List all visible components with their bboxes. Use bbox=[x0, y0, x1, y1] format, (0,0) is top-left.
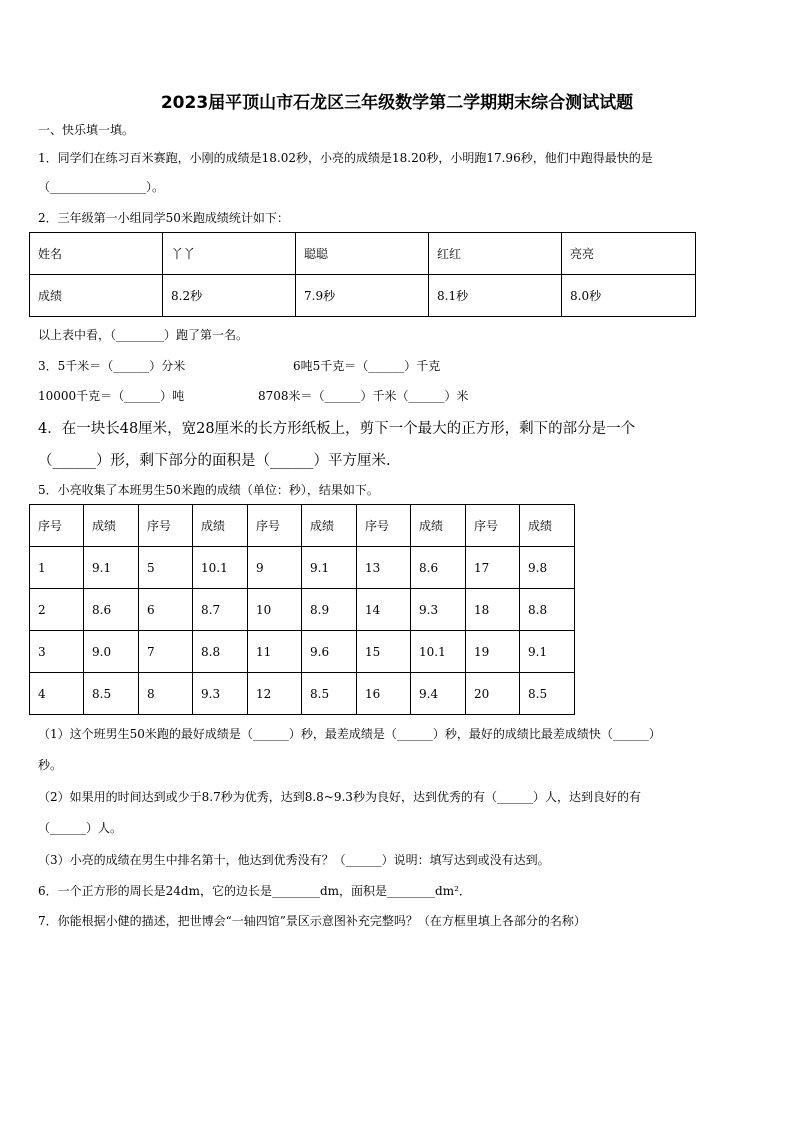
table-cell: 16 bbox=[357, 673, 411, 715]
table-cell: 序号 bbox=[357, 505, 411, 547]
table-cell: 14 bbox=[357, 589, 411, 631]
question-3-b: 6吨5千克＝（______）千克 bbox=[293, 359, 441, 373]
question-2-followup: 以上表中看，（________）跑了第一名。 bbox=[38, 328, 249, 342]
table-cell: 丫丫 bbox=[163, 233, 296, 275]
question-5-part-1-line-2: 秒。 bbox=[38, 758, 63, 772]
question-3-c: 10000千克＝（______）吨 bbox=[38, 389, 185, 403]
table-cell: 红红 bbox=[429, 233, 562, 275]
table-cell: 2 bbox=[30, 589, 84, 631]
question-5-part-3: （3）小亮的成绩在男生中排名第十，他达到优秀没有？（______）说明：填写达到或没有达到。 bbox=[38, 853, 550, 867]
table-cell: 8.7 bbox=[193, 589, 248, 631]
table-cell: 成绩 bbox=[84, 505, 139, 547]
table-cell: 18 bbox=[466, 589, 520, 631]
table-cell: 8.5 bbox=[520, 673, 575, 715]
score-table-q5 bbox=[29, 504, 575, 715]
table-cell: 1 bbox=[30, 547, 84, 589]
table-cell: 17 bbox=[466, 547, 520, 589]
table-cell: 成绩 bbox=[193, 505, 248, 547]
table-cell: 10.1 bbox=[193, 547, 248, 589]
table-row bbox=[30, 673, 575, 715]
question-5-part-2-line-1: （2）如果用的时间达到或少于8.7秒为优秀，达到8.8~9.3秒为良好，达到优秀的有（______）人，达到良好的有 bbox=[38, 790, 641, 804]
question-2-intro: 2．三年级第一小组同学50米跑成绩统计如下： bbox=[38, 211, 289, 225]
table-row bbox=[30, 233, 696, 275]
table-row bbox=[30, 589, 575, 631]
table-cell: 8.8 bbox=[520, 589, 575, 631]
question-4-line-1: 4．在一块长48厘米，宽28厘米的长方形纸板上，剪下一个最大的正方形，剩下的部分是一个 bbox=[38, 421, 636, 437]
table-cell: 3 bbox=[30, 631, 84, 673]
table-cell: 9.3 bbox=[193, 673, 248, 715]
table-cell: 9.0 bbox=[84, 631, 139, 673]
table-cell: 5 bbox=[139, 547, 193, 589]
table-cell: 序号 bbox=[466, 505, 520, 547]
question-7: 7．你能根据小健的描述，把世博会“一轴四馆”景区示意图补充完整吗？（在方框里填上各部分的名称） bbox=[38, 914, 586, 928]
table-cell: 13 bbox=[357, 547, 411, 589]
table-cell: 20 bbox=[466, 673, 520, 715]
table-cell: 成绩 bbox=[302, 505, 357, 547]
table-cell: 9 bbox=[248, 547, 302, 589]
table-cell: 8 bbox=[139, 673, 193, 715]
table-cell: 8.5 bbox=[84, 673, 139, 715]
question-3-a: 3．5千米＝（______）分米 bbox=[38, 359, 186, 373]
table-cell: 姓名 bbox=[30, 233, 163, 275]
table-cell: 8.1秒 bbox=[429, 275, 562, 317]
score-table-q2 bbox=[29, 232, 696, 317]
question-6: 6．一个正方形的周长是24dm，它的边长是________dm，面积是________dm²． bbox=[38, 884, 471, 898]
table-cell: 8.8 bbox=[193, 631, 248, 673]
table-cell: 聪聪 bbox=[296, 233, 429, 275]
question-1-line-1: 1．同学们在练习百米赛跑，小刚的成绩是18.02秒，小亮的成绩是18.20秒，小明跑17.96秒，他们中跑得最快的是 bbox=[38, 151, 653, 165]
page-title: 2023届平顶山市石龙区三年级数学第二学期期末综合测试试题 bbox=[160, 93, 634, 113]
table-cell: 8.0秒 bbox=[562, 275, 696, 317]
question-1-line-2: （________________）。 bbox=[38, 180, 165, 194]
table-cell: 19 bbox=[466, 631, 520, 673]
table-cell: 9.4 bbox=[411, 673, 466, 715]
table-cell: 8.5 bbox=[302, 673, 357, 715]
table-cell: 序号 bbox=[248, 505, 302, 547]
table-cell: 7 bbox=[139, 631, 193, 673]
table-row bbox=[30, 275, 696, 317]
table-cell: 成绩 bbox=[520, 505, 575, 547]
section-heading: 一、快乐填一填。 bbox=[38, 123, 135, 137]
table-cell: 8.2秒 bbox=[163, 275, 296, 317]
table-cell: 9.8 bbox=[520, 547, 575, 589]
table-cell: 8.6 bbox=[84, 589, 139, 631]
table-cell: 8.9 bbox=[302, 589, 357, 631]
table-cell: 9.6 bbox=[302, 631, 357, 673]
table-cell: 6 bbox=[139, 589, 193, 631]
question-4-line-2: （______）形，剩下部分的面积是（______）平方厘米. bbox=[38, 453, 391, 469]
table-cell: 8.6 bbox=[411, 547, 466, 589]
table-cell: 7.9秒 bbox=[296, 275, 429, 317]
table-cell: 序号 bbox=[30, 505, 84, 547]
table-cell: 10 bbox=[248, 589, 302, 631]
table-cell: 9.1 bbox=[84, 547, 139, 589]
question-5-part-1-line-1: （1）这个班男生50米跑的最好成绩是（______）秒，最差成绩是（______）秒，最好的成绩比最差成绩快（______） bbox=[38, 727, 661, 741]
table-cell: 9.1 bbox=[520, 631, 575, 673]
table-cell: 15 bbox=[357, 631, 411, 673]
table-cell: 11 bbox=[248, 631, 302, 673]
question-3-d: 8708米＝（______）千米（______）米 bbox=[258, 389, 469, 403]
table-cell: 4 bbox=[30, 673, 84, 715]
table-cell: 10.1 bbox=[411, 631, 466, 673]
table-row bbox=[30, 505, 575, 547]
table-row bbox=[30, 631, 575, 673]
table-cell: 12 bbox=[248, 673, 302, 715]
table-cell: 9.1 bbox=[302, 547, 357, 589]
table-cell: 9.3 bbox=[411, 589, 466, 631]
table-cell: 成绩 bbox=[411, 505, 466, 547]
question-5-part-2-line-2: （______）人。 bbox=[38, 821, 123, 835]
table-row bbox=[30, 547, 575, 589]
table-cell: 成绩 bbox=[30, 275, 163, 317]
table-cell: 亮亮 bbox=[562, 233, 696, 275]
question-5-intro: 5．小亮收集了本班男生50米跑的成绩（单位：秒），结果如下。 bbox=[38, 483, 379, 497]
table-cell: 序号 bbox=[139, 505, 193, 547]
